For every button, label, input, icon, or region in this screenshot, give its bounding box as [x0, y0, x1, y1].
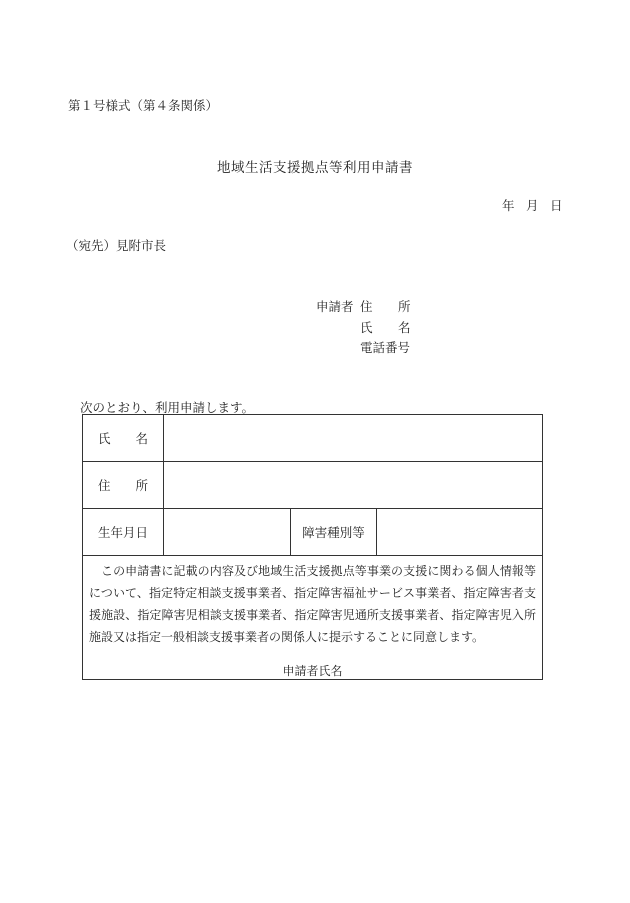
intro-text: 次のとおり、利用申請します。	[80, 400, 255, 415]
name-input-cell[interactable]	[164, 415, 543, 462]
name-label: 氏 名	[97, 431, 148, 446]
applicant-signature-label[interactable]: 申請者氏名	[282, 664, 343, 678]
date-day-label: 日	[550, 198, 563, 213]
applicant-address-label-1: 住	[360, 299, 373, 314]
birthdate-label: 生年月日	[97, 525, 148, 540]
applicant-role-label: 申請者	[316, 299, 354, 314]
consent-text: この申請書に記載の内容及び地域生活支援拠点等事業の支援に関わる個人情報等について、指定特定相談支援事業者、指定障害福祉サービス事業者、指定障害者支援施設、指定障害児相談支援事業者、指定障害児通所支援事業者、指定障害児入所施設又は指定一般相談支援事業者の関係人に提示することに同意します。	[89, 564, 537, 644]
birthdate-label-cell	[83, 509, 164, 556]
date-year-label: 年	[502, 198, 515, 213]
table-row-name	[83, 415, 543, 462]
date-month-label: 月	[526, 198, 539, 213]
applicant-address-label-2: 所	[398, 299, 411, 314]
application-table	[82, 414, 543, 680]
disability-type-label-cell	[291, 509, 377, 556]
applicant-phone-label: 電話番号	[360, 340, 411, 355]
consent-cell	[83, 556, 543, 680]
form-number: 第１号様式（第４条関係）	[68, 98, 219, 113]
disability-type-label: 障害種別等	[302, 525, 365, 540]
addressee: （宛先）見附市長	[66, 238, 167, 253]
address-label: 住 所	[97, 478, 148, 493]
table-row-consent	[83, 556, 543, 680]
disability-type-input-cell[interactable]	[377, 509, 543, 556]
address-label-cell	[83, 462, 164, 509]
address-input-cell[interactable]	[164, 462, 543, 509]
table-row-birth-disability	[83, 509, 543, 556]
table-row-address	[83, 462, 543, 509]
birthdate-input-cell[interactable]	[164, 509, 291, 556]
applicant-name-label-2: 名	[398, 320, 411, 335]
name-label-cell	[83, 415, 164, 462]
document-title: 地域生活支援拠点等利用申請書	[217, 160, 413, 176]
applicant-name-label-1: 氏	[360, 320, 373, 335]
